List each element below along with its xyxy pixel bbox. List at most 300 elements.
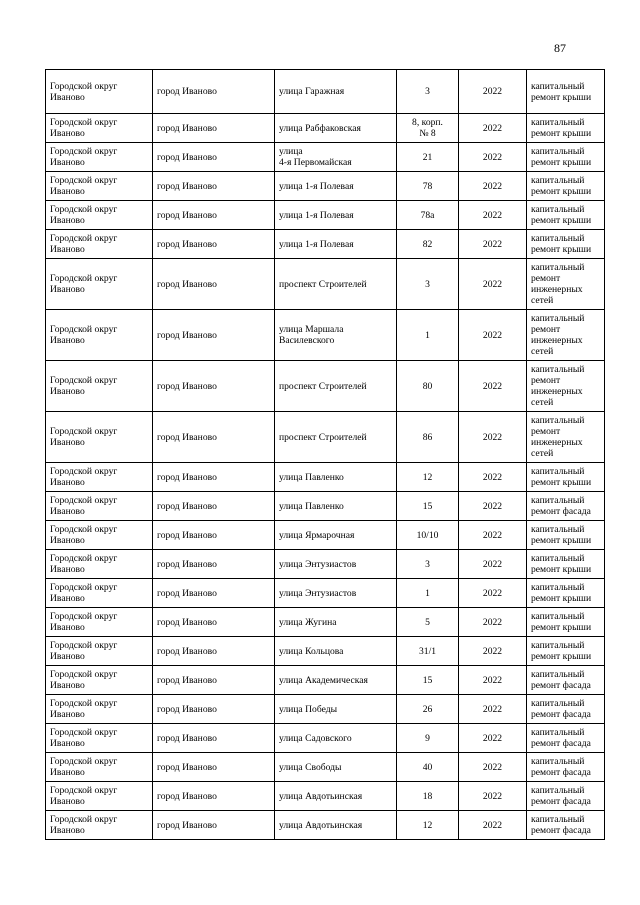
street-cell-text: улица 1-я Полевая [279, 180, 354, 192]
work-type-cell [527, 143, 605, 172]
house-number-cell-text: 21 [422, 151, 433, 163]
house-number-cell [397, 201, 459, 230]
work-type-cell [527, 492, 605, 521]
city-cell-text: город Иваново [157, 790, 217, 802]
district-cell-text: Городской округ Иваново [50, 814, 118, 836]
year-cell-text: 2022 [482, 278, 503, 290]
house-number-cell [397, 259, 459, 310]
house-number-cell [397, 666, 459, 695]
district-cell-text: Городской округ Иваново [50, 375, 118, 397]
work-type-cell-text: капитальный ремонт фасада [531, 698, 591, 720]
district-cell-text: Городской округ Иваново [50, 727, 118, 749]
street-cell [275, 114, 397, 143]
street-cell [275, 172, 397, 201]
city-cell-text: город Иваново [157, 180, 217, 192]
work-type-cell [527, 70, 605, 114]
year-cell-text: 2022 [482, 732, 503, 744]
year-cell [459, 550, 527, 579]
year-cell [459, 695, 527, 724]
year-cell-text: 2022 [482, 500, 503, 512]
street-cell-text: улица Садовского [279, 732, 352, 744]
city-cell [153, 114, 275, 143]
year-cell [459, 782, 527, 811]
district-cell [46, 70, 153, 114]
city-cell-text: город Иваново [157, 209, 217, 221]
city-cell [153, 521, 275, 550]
house-number-cell [397, 550, 459, 579]
district-cell [46, 695, 153, 724]
table-row [46, 695, 605, 724]
district-cell-text: Городской округ Иваново [50, 273, 118, 295]
repair-registry-table [45, 69, 605, 840]
district-cell-text: Городской округ Иваново [50, 426, 118, 448]
work-type-cell-text: капитальный ремонт крыши [531, 175, 592, 197]
table-row [46, 463, 605, 492]
house-number-cell [397, 579, 459, 608]
house-number-cell-text: 78 [422, 180, 433, 192]
district-cell-text: Городской округ Иваново [50, 640, 118, 662]
work-type-cell-text: капитальный ремонт крыши [531, 611, 592, 633]
district-cell [46, 172, 153, 201]
house-number-cell-text: 10/10 [416, 529, 439, 541]
house-number-cell-text: 15 [422, 500, 433, 512]
work-type-cell-text: капитальный ремонт фасада [531, 785, 591, 807]
city-cell [153, 608, 275, 637]
street-cell-text: улица 1-я Полевая [279, 209, 354, 221]
work-type-cell-text: капитальный ремонт фасада [531, 727, 591, 749]
work-type-cell [527, 259, 605, 310]
year-cell-text: 2022 [482, 431, 503, 443]
work-type-cell-text: капитальный ремонт фасада [531, 495, 591, 517]
district-cell [46, 201, 153, 230]
street-cell [275, 201, 397, 230]
year-cell-text: 2022 [482, 587, 503, 599]
house-number-cell [397, 637, 459, 666]
year-cell [459, 310, 527, 361]
district-cell [46, 782, 153, 811]
street-cell-text: улица Ярмарочная [279, 529, 355, 541]
year-cell-text: 2022 [482, 616, 503, 628]
year-cell [459, 172, 527, 201]
city-cell-text: город Иваново [157, 587, 217, 599]
street-cell [275, 579, 397, 608]
house-number-cell [397, 230, 459, 259]
city-cell [153, 579, 275, 608]
street-cell [275, 463, 397, 492]
district-cell [46, 492, 153, 521]
year-cell [459, 201, 527, 230]
city-cell [153, 637, 275, 666]
house-number-cell [397, 724, 459, 753]
year-cell [459, 70, 527, 114]
house-number-cell-text: 86 [422, 431, 433, 443]
work-type-cell-text: капитальный ремонт крыши [531, 524, 592, 546]
house-number-cell-text: 12 [422, 471, 433, 483]
city-cell [153, 666, 275, 695]
house-number-cell [397, 412, 459, 463]
house-number-cell [397, 782, 459, 811]
year-cell [459, 361, 527, 412]
year-cell-text: 2022 [482, 645, 503, 657]
city-cell [153, 463, 275, 492]
work-type-cell-text: капитальный ремонт крыши [531, 117, 592, 139]
district-cell [46, 412, 153, 463]
street-cell [275, 521, 397, 550]
year-cell [459, 811, 527, 840]
district-cell [46, 310, 153, 361]
city-cell [153, 811, 275, 840]
year-cell-text: 2022 [482, 86, 503, 97]
street-cell [275, 230, 397, 259]
year-cell [459, 724, 527, 753]
house-number-cell-text: 3 [425, 558, 430, 570]
street-cell [275, 666, 397, 695]
work-type-cell [527, 753, 605, 782]
district-cell [46, 637, 153, 666]
district-cell [46, 463, 153, 492]
city-cell-text: город Иваново [157, 278, 217, 290]
work-type-cell [527, 724, 605, 753]
street-cell-text: улица Авдотьинская [279, 790, 363, 802]
work-type-cell [527, 579, 605, 608]
street-cell-text: улица Свободы [279, 761, 342, 773]
work-type-cell [527, 114, 605, 143]
street-cell [275, 782, 397, 811]
city-cell-text: город Иваново [157, 122, 217, 134]
street-cell-text: проспект Строителей [279, 431, 367, 443]
street-cell-text: проспект Строителей [279, 278, 367, 290]
street-cell-text: улица Энтузиастов [279, 587, 357, 599]
work-type-cell-text: капитальный ремонт крыши [531, 80, 592, 103]
table-row [46, 666, 605, 695]
street-cell-text: улица Рабфаковская [279, 122, 361, 134]
street-cell [275, 753, 397, 782]
street-cell [275, 361, 397, 412]
city-cell [153, 492, 275, 521]
house-number-cell [397, 608, 459, 637]
work-type-cell-text: капитальный ремонт фасада [531, 669, 591, 691]
work-type-cell-text: капитальный ремонт крыши [531, 466, 592, 488]
work-type-cell-text: капитальный ремонт инженерных сетей [531, 313, 585, 357]
street-cell-text: улица 4-я Первомайская [279, 146, 352, 168]
house-number-cell-text: 26 [422, 703, 433, 715]
year-cell-text: 2022 [482, 703, 503, 715]
street-cell-text: улица Победы [279, 703, 338, 715]
district-cell [46, 666, 153, 695]
house-number-cell [397, 143, 459, 172]
street-cell [275, 492, 397, 521]
table-row [46, 753, 605, 782]
work-type-cell [527, 608, 605, 637]
house-number-cell-text: 80 [422, 380, 433, 392]
registry-table-body [46, 70, 605, 840]
street-cell-text: улица Энтузиастов [279, 558, 357, 570]
city-cell [153, 753, 275, 782]
table-row [46, 412, 605, 463]
city-cell [153, 695, 275, 724]
work-type-cell [527, 811, 605, 840]
street-cell [275, 637, 397, 666]
street-cell [275, 608, 397, 637]
city-cell-text: город Иваново [157, 761, 217, 773]
house-number-cell-text: 3 [425, 86, 430, 97]
year-cell-text: 2022 [482, 329, 503, 341]
city-cell-text: город Иваново [157, 674, 217, 686]
work-type-cell-text: капитальный ремонт крыши [531, 233, 592, 255]
street-cell-text: проспект Строителей [279, 380, 367, 392]
city-cell-text: город Иваново [157, 431, 217, 443]
work-type-cell [527, 666, 605, 695]
house-number-cell-text: 18 [422, 790, 433, 802]
house-number-cell [397, 172, 459, 201]
city-cell-text: город Иваново [157, 86, 217, 97]
table-row [46, 521, 605, 550]
house-number-cell-text: 82 [422, 238, 433, 250]
city-cell-text: город Иваново [157, 645, 217, 657]
work-type-cell [527, 550, 605, 579]
street-cell-text: улица Кольцова [279, 645, 344, 657]
house-number-cell-text: 31/1 [418, 645, 437, 657]
district-cell-text: Городской округ Иваново [50, 785, 118, 807]
district-cell-text: Городской округ Иваново [50, 324, 118, 346]
table-row [46, 782, 605, 811]
city-cell-text: город Иваново [157, 558, 217, 570]
year-cell [459, 492, 527, 521]
district-cell [46, 259, 153, 310]
page-number: 87 [554, 41, 566, 55]
district-cell-text: Городской округ Иваново [50, 611, 118, 633]
street-cell [275, 259, 397, 310]
street-cell [275, 811, 397, 840]
city-cell [153, 412, 275, 463]
table-row [46, 608, 605, 637]
city-cell [153, 310, 275, 361]
street-cell [275, 412, 397, 463]
table-row [46, 637, 605, 666]
year-cell [459, 637, 527, 666]
house-number-cell [397, 492, 459, 521]
house-number-cell-text: 15 [422, 674, 433, 686]
district-cell-text: Городской округ Иваново [50, 80, 118, 103]
work-type-cell [527, 230, 605, 259]
district-cell [46, 143, 153, 172]
house-number-cell [397, 114, 459, 143]
street-cell-text: улица Павленко [279, 500, 344, 512]
house-number-cell [397, 463, 459, 492]
city-cell-text: город Иваново [157, 529, 217, 541]
year-cell-text: 2022 [482, 674, 503, 686]
year-cell [459, 114, 527, 143]
city-cell-text: город Иваново [157, 329, 217, 341]
district-cell-text: Городской округ Иваново [50, 553, 118, 575]
district-cell-text: Городской округ Иваново [50, 582, 118, 604]
street-cell-text: улица Академическая [279, 674, 368, 686]
year-cell-text: 2022 [482, 790, 503, 802]
city-cell [153, 724, 275, 753]
year-cell-text: 2022 [482, 761, 503, 773]
city-cell [153, 230, 275, 259]
district-cell-text: Городской округ Иваново [50, 233, 118, 255]
city-cell [153, 172, 275, 201]
house-number-cell [397, 310, 459, 361]
house-number-cell [397, 753, 459, 782]
year-cell [459, 143, 527, 172]
table-row [46, 70, 605, 114]
work-type-cell-text: капитальный ремонт инженерных сетей [531, 415, 585, 459]
city-cell-text: город Иваново [157, 819, 217, 831]
city-cell-text: город Иваново [157, 732, 217, 744]
table-row [46, 143, 605, 172]
work-type-cell-text: капитальный ремонт крыши [531, 204, 592, 226]
district-cell [46, 230, 153, 259]
house-number-cell-text: 78а [420, 209, 435, 221]
work-type-cell-text: капитальный ремонт инженерных сетей [531, 262, 585, 306]
city-cell [153, 201, 275, 230]
work-type-cell-text: капитальный ремонт крыши [531, 582, 592, 604]
district-cell [46, 521, 153, 550]
year-cell [459, 521, 527, 550]
city-cell-text: город Иваново [157, 380, 217, 392]
work-type-cell [527, 782, 605, 811]
work-type-cell-text: капитальный ремонт фасада [531, 814, 591, 836]
house-number-cell-text: 5 [425, 616, 430, 628]
district-cell-text: Городской округ Иваново [50, 756, 118, 778]
city-cell-text: город Иваново [157, 616, 217, 628]
district-cell [46, 361, 153, 412]
house-number-cell-text: 3 [425, 278, 430, 290]
district-cell [46, 811, 153, 840]
work-type-cell-text: капитальный ремонт фасада [531, 756, 591, 778]
house-number-cell [397, 70, 459, 114]
year-cell-text: 2022 [482, 529, 503, 541]
district-cell-text: Городской округ Иваново [50, 146, 118, 168]
year-cell [459, 666, 527, 695]
house-number-cell [397, 811, 459, 840]
street-cell [275, 143, 397, 172]
year-cell [459, 230, 527, 259]
house-number-cell [397, 361, 459, 412]
city-cell [153, 361, 275, 412]
house-number-cell-text: 1 [425, 329, 430, 341]
city-cell-text: город Иваново [157, 500, 217, 512]
city-cell-text: город Иваново [157, 151, 217, 163]
year-cell-text: 2022 [482, 380, 503, 392]
district-cell-text: Городской округ Иваново [50, 466, 118, 488]
street-cell-text: улица Маршала Василевского [279, 324, 344, 346]
city-cell [153, 70, 275, 114]
work-type-cell [527, 637, 605, 666]
district-cell [46, 114, 153, 143]
table-row [46, 259, 605, 310]
year-cell-text: 2022 [482, 151, 503, 163]
year-cell [459, 579, 527, 608]
work-type-cell-text: капитальный ремонт инженерных сетей [531, 364, 585, 408]
table-row [46, 310, 605, 361]
year-cell-text: 2022 [482, 180, 503, 192]
district-cell-text: Городской округ Иваново [50, 669, 118, 691]
work-type-cell [527, 310, 605, 361]
year-cell [459, 753, 527, 782]
district-cell [46, 753, 153, 782]
city-cell-text: город Иваново [157, 471, 217, 483]
city-cell-text: город Иваново [157, 703, 217, 715]
house-number-cell-text: 1 [425, 587, 430, 599]
table-row [46, 579, 605, 608]
district-cell [46, 608, 153, 637]
house-number-cell [397, 695, 459, 724]
street-cell [275, 550, 397, 579]
table-row [46, 114, 605, 143]
table-row [46, 724, 605, 753]
work-type-cell [527, 172, 605, 201]
district-cell-text: Городской округ Иваново [50, 524, 118, 546]
year-cell-text: 2022 [482, 209, 503, 221]
district-cell-text: Городской округ Иваново [50, 495, 118, 517]
work-type-cell [527, 695, 605, 724]
street-cell [275, 695, 397, 724]
work-type-cell-text: капитальный ремонт крыши [531, 553, 592, 575]
table-row [46, 492, 605, 521]
table-row [46, 361, 605, 412]
table-row [46, 811, 605, 840]
district-cell-text: Городской округ Иваново [50, 175, 118, 197]
district-cell [46, 579, 153, 608]
table-row [46, 550, 605, 579]
city-cell [153, 143, 275, 172]
city-cell [153, 550, 275, 579]
work-type-cell [527, 201, 605, 230]
house-number-cell-text: 40 [422, 761, 433, 773]
street-cell-text: улица Гаражная [279, 86, 345, 97]
city-cell [153, 259, 275, 310]
year-cell-text: 2022 [482, 819, 503, 831]
street-cell [275, 310, 397, 361]
work-type-cell [527, 412, 605, 463]
house-number-cell-text: 8, корп. № 8 [412, 117, 443, 139]
street-cell-text: улица Жугина [279, 616, 337, 628]
district-cell-text: Городской округ Иваново [50, 698, 118, 720]
street-cell-text: улица Павленко [279, 471, 344, 483]
year-cell-text: 2022 [482, 558, 503, 570]
year-cell-text: 2022 [482, 471, 503, 483]
year-cell [459, 259, 527, 310]
year-cell [459, 608, 527, 637]
district-cell-text: Городской округ Иваново [50, 204, 118, 226]
street-cell [275, 70, 397, 114]
city-cell [153, 782, 275, 811]
year-cell-text: 2022 [482, 122, 503, 134]
year-cell [459, 463, 527, 492]
table-row [46, 201, 605, 230]
street-cell-text: улица Авдотьинская [279, 819, 363, 831]
table-row [46, 172, 605, 201]
work-type-cell-text: капитальный ремонт крыши [531, 640, 592, 662]
district-cell [46, 724, 153, 753]
year-cell [459, 412, 527, 463]
work-type-cell [527, 361, 605, 412]
street-cell [275, 724, 397, 753]
work-type-cell [527, 463, 605, 492]
house-number-cell-text: 12 [422, 819, 433, 831]
district-cell-text: Городской округ Иваново [50, 117, 118, 139]
house-number-cell-text: 9 [425, 732, 430, 744]
table-row [46, 230, 605, 259]
year-cell-text: 2022 [482, 238, 503, 250]
city-cell-text: город Иваново [157, 238, 217, 250]
district-cell [46, 550, 153, 579]
work-type-cell [527, 521, 605, 550]
work-type-cell-text: капитальный ремонт крыши [531, 146, 592, 168]
